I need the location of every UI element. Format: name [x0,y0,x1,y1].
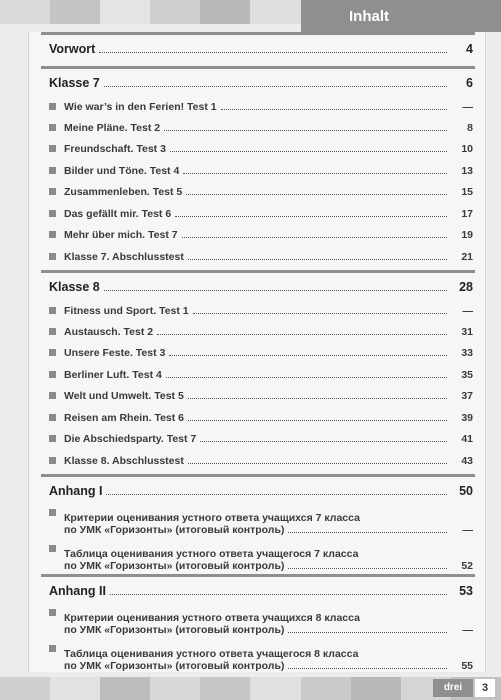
dot-leader [188,259,447,260]
footer-page-number: 3 [475,679,495,697]
square-bullet-icon [49,545,56,552]
square-bullet-icon [49,307,56,314]
band-block [301,677,351,700]
dot-leader [193,313,447,314]
toc-item-label: Austausch. Test 2 [64,326,154,338]
toc-item-label: Fitness und Sport. Test 1 [64,305,189,317]
toc-page-number: 37 [461,390,473,402]
dot-leader [183,173,447,174]
toc-heading-row[interactable] [49,74,473,90]
toc-heading-row[interactable] [49,482,473,498]
dot-leader [166,377,447,378]
toc-item-line: по УМК «Горизонты» (итоговый контроль) [64,524,285,536]
toc-heading-label: Vorwort [49,42,96,56]
toc-heading-label: Anhang II [49,584,106,598]
toc-item-row[interactable] [49,542,473,572]
toc-page-number: 33 [461,347,473,359]
square-bullet-icon [49,392,56,399]
header-tab [301,0,501,32]
square-bullet-icon [49,210,56,217]
toc-item-label: Wie war’s in den Ferien! Test 1 [64,101,217,113]
square-bullet-icon [49,103,56,110]
band-block [50,0,100,24]
toc-page-number: 28 [459,280,473,294]
square-bullet-icon [49,231,56,238]
dot-leader [221,109,447,110]
toc-heading-row[interactable] [49,582,473,598]
band-block [351,677,401,700]
toc-item-line-wrap [64,624,473,636]
toc-page-number: 6 [466,76,473,90]
dot-leader [288,668,447,669]
dot-leader [104,86,447,87]
toc-page-number: 43 [461,455,473,467]
toc-page-number: — [462,524,473,536]
toc-item-label: Freundschaft. Test 3 [64,143,166,155]
toc-item-line-wrap [64,660,473,672]
dot-leader [200,441,447,442]
toc-page-number: 31 [461,326,473,338]
toc-page-number: 50 [459,484,473,498]
dot-leader [182,237,447,238]
toc-item-text [64,512,473,536]
toc-item-label: Die Abschiedsparty. Test 7 [64,433,197,445]
toc-page-number: — [462,101,473,113]
band-block [250,677,300,700]
toc-item-row[interactable] [49,408,473,424]
dot-leader [188,398,447,399]
section-divider [41,270,475,273]
dot-leader [157,334,447,335]
toc-page-number: 15 [461,186,473,198]
dot-leader [110,594,447,595]
square-bullet-icon [49,167,56,174]
band-block [100,677,150,700]
square-bullet-icon [49,645,56,652]
square-bullet-icon [49,328,56,335]
toc-item-row[interactable] [49,182,473,198]
toc-heading-label: Klasse 8 [49,280,100,294]
toc-item-line: Таблица оценивания устного ответа учащегося 7 класса [64,548,359,560]
toc-heading-row[interactable] [49,278,473,294]
toc-item-label: Welt und Umwelt. Test 5 [64,390,184,402]
dot-leader [288,532,447,533]
toc-item-text [64,548,473,572]
toc-item-line: по УМК «Горизонты» (итоговый контроль) [64,660,285,672]
section-divider [41,32,475,35]
toc-item-line: по УМК «Горизонты» (итоговый контроль) [64,624,285,636]
toc-item-row[interactable] [49,118,473,134]
toc-page-number: — [462,305,473,317]
toc-item-row[interactable] [49,506,473,536]
section-divider [41,574,475,577]
toc-page-number: 19 [461,229,473,241]
dot-leader [288,568,447,569]
square-bullet-icon [49,188,56,195]
band-block [150,677,200,700]
dot-leader [175,216,447,217]
square-bullet-icon [49,371,56,378]
dot-leader [186,194,447,195]
dot-leader [288,632,447,633]
toc-item-label: Meine Pläne. Test 2 [64,122,161,134]
toc-item-label: Das gefällt mir. Test 6 [64,208,172,220]
toc-item-row[interactable] [49,247,473,263]
dot-leader [188,463,447,464]
toc-page-number: 4 [466,42,473,56]
toc-item-line-wrap [64,524,473,536]
toc-heading-label: Anhang I [49,484,103,498]
toc-item-label: Klasse 7. Abschlusstest [64,251,184,263]
bottom-color-band [0,677,501,700]
band-block [100,0,150,24]
toc-item-line-wrap [64,560,473,572]
toc-page-number: 35 [461,369,473,381]
toc-item-row[interactable] [49,365,473,381]
dot-leader [169,355,447,356]
toc-item-label: Mehr über mich. Test 7 [64,229,178,241]
section-divider [41,66,475,69]
toc-page-number: 55 [461,660,473,672]
toc-item-line: Таблица оценивания устного ответа учащегося 8 класса [64,648,359,660]
toc-item-label: Zusammenleben. Test 5 [64,186,183,198]
toc-page-number: 39 [461,412,473,424]
square-bullet-icon [49,457,56,464]
dot-leader [188,420,447,421]
page-title: Inhalt [349,8,389,25]
toc-page-number: 21 [461,251,473,263]
square-bullet-icon [49,609,56,616]
dot-leader [104,290,447,291]
toc-page-number: 17 [461,208,473,220]
toc-page-number: — [462,624,473,636]
toc-item-row[interactable] [49,343,473,359]
toc-page-number: 53 [459,584,473,598]
toc-item-row[interactable] [49,204,473,220]
toc-item-label: Berliner Luft. Test 4 [64,369,162,381]
dot-leader [106,494,447,495]
toc-item-row[interactable] [49,139,473,155]
square-bullet-icon [49,253,56,260]
toc-item-line: Критерии оценивания устного ответа учащихся 7 класса [64,512,360,524]
band-block [200,677,250,700]
toc-item-row[interactable] [49,451,473,467]
toc-item-label: Bilder und Töne. Test 4 [64,165,180,177]
band-block [150,0,200,24]
square-bullet-icon [49,509,56,516]
toc-item-text [64,612,473,636]
footer-page-word: drei [433,679,473,697]
toc-heading-row[interactable] [49,40,473,56]
square-bullet-icon [49,124,56,131]
toc-item-label: Unsere Feste. Test 3 [64,347,166,359]
toc-page-number: 52 [461,560,473,572]
toc-item-row[interactable] [49,322,473,338]
toc-item-row[interactable] [49,97,473,113]
square-bullet-icon [49,414,56,421]
section-divider [41,474,475,477]
toc-heading-label: Klasse 7 [49,76,100,90]
band-block [200,0,250,24]
toc-page-number: 13 [461,165,473,177]
toc-item-line: Критерии оценивания устного ответа учащихся 8 класса [64,612,360,624]
toc-page-number: 41 [461,433,473,445]
toc-item-row[interactable] [49,429,473,445]
toc-panel [28,32,486,672]
toc-item-row[interactable] [49,642,473,672]
band-block [250,0,300,24]
square-bullet-icon [49,435,56,442]
toc-item-line: по УМК «Горизонты» (итоговый контроль) [64,560,285,572]
toc-page-number: 8 [467,122,473,134]
square-bullet-icon [49,145,56,152]
dot-leader [164,130,447,131]
band-block [0,0,50,24]
band-block [0,677,50,700]
toc-item-row[interactable] [49,161,473,177]
dot-leader [99,52,447,53]
toc-item-row[interactable] [49,606,473,636]
square-bullet-icon [49,349,56,356]
toc-item-row[interactable] [49,386,473,402]
band-block [50,677,100,700]
toc-item-label: Klasse 8. Abschlusstest [64,455,184,467]
toc-item-text [64,648,473,672]
toc-item-label: Reisen am Rhein. Test 6 [64,412,185,424]
toc-item-row[interactable] [49,301,473,317]
dot-leader [170,151,447,152]
toc-item-row[interactable] [49,225,473,241]
toc-page-number: 10 [461,143,473,155]
